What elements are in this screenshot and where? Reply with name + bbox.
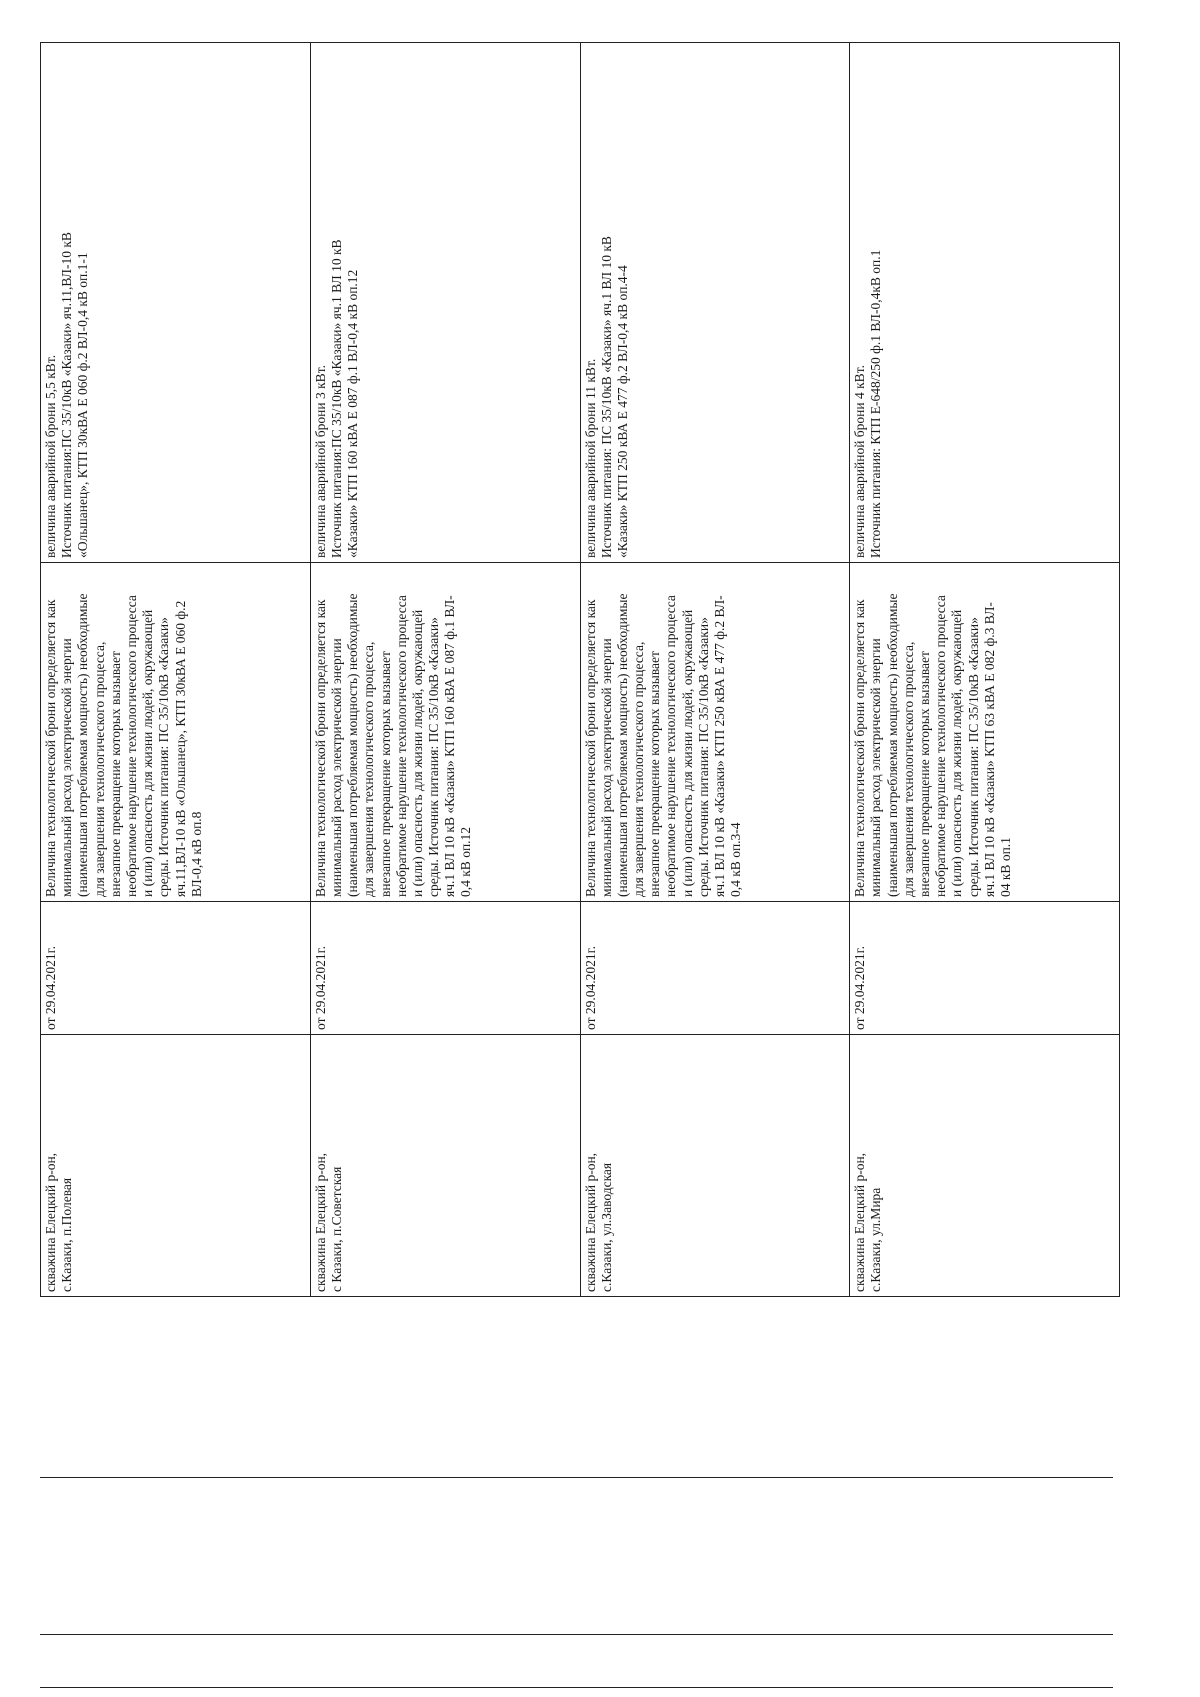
date-cell: от 29.04.2021г.: [850, 902, 1120, 1035]
tech-reserve-cell: Величина технологической брони определяется как минимальный расход электрической энергии (наименьшая потребляемая мощность) необходимые для завершения технологического процесса, внезапное прекращение которых вызывает необратимое нарушение технологического процесса и (или) опасность для жизни людей, окружающей среды. Источник питания: ПС 35/10кВ «Казаки» яч.1 ВЛ 10 кВ «Казаки» КТП 250 кВА Е 477 ф.2 ВЛ- 0,4 кВ оп.3-4: [580, 563, 850, 902]
tech-reserve-cell: Величина технологической брони определяется как минимальный расход электрической энергии (наименьшая потребляемая мощность) необходимые для завершения технологического процесса, внезапное прекращение которых вызывает необратимое нарушение технологического процесса и (или) опасность для жизни людей, окружающей среды. Источник питания: ПС 35/10кВ «Казаки» яч.1 ВЛ 10 кВ «Казаки» КТП 160 кВА Е 087 ф.1 ВЛ- 0,4 кВ оп.12: [310, 563, 580, 902]
divider-line: [40, 1687, 1113, 1688]
table-row: [41, 43, 311, 1297]
date-cell: от 29.04.2021г.: [580, 902, 850, 1035]
table-row: [580, 43, 850, 1297]
table-row: [850, 43, 1120, 1297]
emergency-reserve-cell: величина аварийной брони 3 кВт. Источник питания:ПС 35/10кВ «Казаки» яч.1 ВЛ 10 кВ «Казаки» КТП 160 кВА Е 087 ф.1 ВЛ-0,4 кВ оп.12: [310, 43, 580, 563]
rotated-table-container: [40, 43, 1120, 1297]
tech-reserve-cell: Величина технологической брони определяется как минимальный расход электрической энергии (наименьшая потребляемая мощность) необходимые для завершения технологического процесса, внезапное прекращение которых вызывает необратимое нарушение технологического процесса и (или) опасность для жизни людей, окружающей среды. Источник питания: ПС 35/10кВ «Казаки» яч.1 ВЛ 10 кВ «Казаки» КТП 63 кВА Е 082 ф.3 ВЛ- 04 кВ оп.1: [850, 563, 1120, 902]
divider-line: [40, 1634, 1113, 1635]
object-cell: скважина Елецкий р-он, с.Казаки, п.Полевая: [41, 1035, 311, 1297]
emergency-reserve-cell: величина аварийной брони 5,5 кВт. Источник питания:ПС 35/10кВ «Казаки» яч.11,ВЛ-10 кВ «Ольшанец», КТП 30кВА Е 060 ф.2 ВЛ-0,4 кВ оп.1-1: [41, 43, 311, 563]
date-cell: от 29.04.2021г.: [41, 902, 311, 1035]
object-cell: скважина Елецкий р-он, с.Казаки, ул.Мира: [850, 1035, 1120, 1297]
tech-reserve-cell: Величина технологической брони определяется как минимальный расход электрической энергии (наименьшая потребляемая мощность) необходимые для завершения технологического процесса, внезапное прекращение которых вызывает необратимое нарушение технологического процесса и (или) опасность для жизни людей, окружающей среды. Источник питания: ПС 35/10кВ «Казаки» яч.11,ВЛ-10 кВ «Ольшанец», КТП 30кВА Е 060 ф.2 ВЛ-0,4 кВ оп.8: [41, 563, 311, 902]
object-cell: скважина Елецкий р-он, с.Казаки, ул.Заводская: [580, 1035, 850, 1297]
object-cell: скважина Елецкий р-он, с Казаки, п.Советская: [310, 1035, 580, 1297]
date-cell: от 29.04.2021г.: [310, 902, 580, 1035]
emergency-reserve-cell: величина аварийной брони 11 кВт. Источник питания: ПС 35/10кВ «Казаки» яч.1 ВЛ 10 кВ «Казаки» КТП 250 кВА Е 477 ф.2 ВЛ-0,4 кВ оп.4-4: [580, 43, 850, 563]
divider-line: [40, 1477, 1113, 1478]
table-row: [310, 43, 580, 1297]
reservation-table: [40, 42, 1120, 1297]
emergency-reserve-cell: величина аварийной брони 4 кВт. Источник питания: КТП Е-648/250 ф.1 ВЛ-0,4кВ оп.1: [850, 43, 1120, 563]
